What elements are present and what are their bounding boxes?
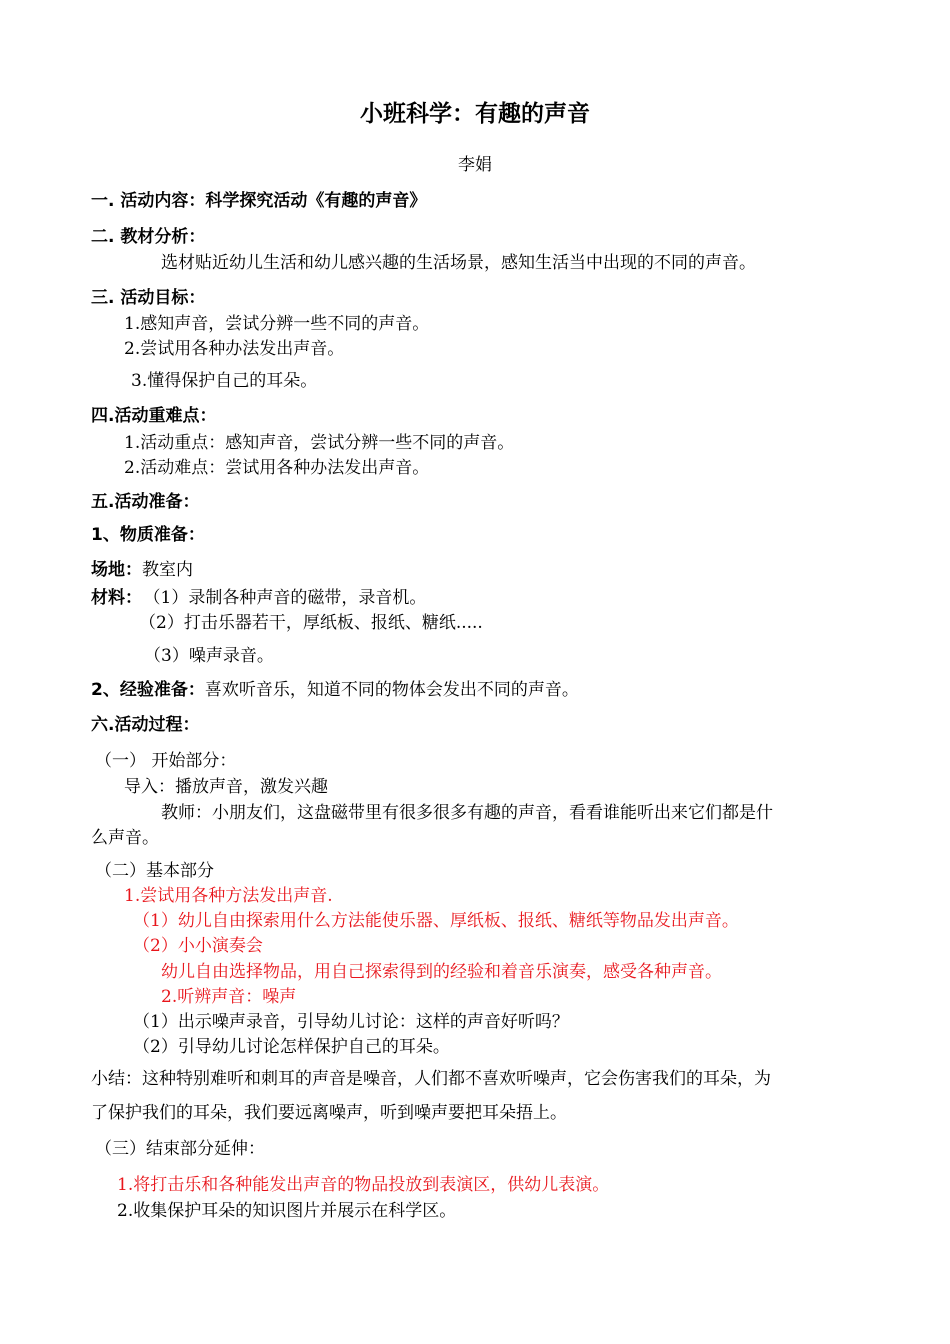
summary-line-1: 小结：这种特别难听和刺耳的声音是噪音，人们都不喜欢听噪声，它会伤害我们的耳朵，为 [91, 1069, 771, 1089]
part-3-item-1: 1.将打击乐和各种能发出声音的物品投放到表演区，供幼儿表演。 [117, 1175, 610, 1195]
venue-label: 场地： [91, 560, 142, 580]
material-item: （2）打击乐器若干，厚纸板、报纸、糖纸..... [139, 613, 483, 633]
section-2-heading: 二. 教材分析： [91, 227, 206, 247]
section-6-heading: 六.活动过程： [91, 715, 200, 735]
part-3-heading: （三）结束部分延伸： [95, 1139, 265, 1159]
part-1-teacher-line-1: 教师：小朋友们，这盘磁带里有很多很多有趣的声音，看看谁能听出来它们都是什 [161, 803, 773, 823]
experience-line [91, 679, 579, 701]
materials-line [91, 587, 426, 609]
goal-item: 3.懂得保护自己的耳朵。 [131, 371, 318, 391]
section-3-heading: 三. 活动目标： [91, 288, 206, 308]
part-2-red-5: 2.听辨声音：噪声 [161, 987, 297, 1007]
experience-value: 喜欢听音乐，知道不同的物体会发出不同的声音。 [204, 680, 579, 700]
section-4-heading: 四.活动重难点： [91, 406, 217, 426]
venue-value: 教室内 [142, 560, 193, 580]
section-1-heading: 一. 活动内容：科学探究活动《有趣的声音》 [91, 191, 427, 211]
experience-label: 2、经验准备： [91, 680, 205, 700]
part-1-teacher-line-2: 么声音。 [91, 828, 159, 848]
goal-item: 2.尝试用各种办法发出声音。 [124, 339, 345, 359]
author: 李娟 [458, 155, 492, 175]
part-2-red-4: 幼儿自由选择物品，用自己探索得到的经验和着音乐演奏，感受各种声音。 [161, 962, 722, 982]
section-5-heading: 五.活动准备： [91, 492, 200, 512]
part-2-red-3: （2）小小演奏会 [133, 936, 263, 956]
section-2-text: 选材贴近幼儿生活和幼儿感兴趣的生活场景，感知生活当中出现的不同的声音。 [161, 253, 756, 273]
goal-item: 1.感知声音，尝试分辨一些不同的声音。 [124, 314, 430, 334]
key-point-item: 2.活动难点：尝试用各种办法发出声音。 [124, 458, 430, 478]
key-point-item: 1.活动重点：感知声音，尝试分辨一些不同的声音。 [124, 433, 515, 453]
materials-label: 材料： [91, 588, 142, 608]
material-item: （1）录制各种声音的磁带，录音机。 [152, 588, 427, 608]
part-2-item-1: （1）出示噪声录音，引导幼儿讨论：这样的声音好听吗？ [133, 1012, 569, 1032]
part-2-heading: （二）基本部分 [95, 861, 214, 881]
material-item: （3）噪声录音。 [144, 646, 274, 666]
part-2-item-2: （2）引导幼儿讨论怎样保护自己的耳朵。 [133, 1037, 450, 1057]
part-2-red-1: 1.尝试用各种方法发出声音. [124, 886, 333, 906]
summary-line-2: 了保护我们的耳朵，我们要远离噪声，听到噪声要把耳朵捂上。 [91, 1103, 567, 1123]
part-1-heading: （一） 开始部分： [95, 751, 237, 771]
part-2-red-2: （1）幼儿自由探索用什么方法能使乐器、厚纸板、报纸、糖纸等物品发出声音。 [133, 911, 739, 931]
part-1-intro: 导入：播放声音，激发兴趣 [124, 777, 328, 797]
material-prep-heading: 1、物质准备： [91, 525, 205, 545]
part-3-item-2: 2.收集保护耳朵的知识图片并展示在科学区。 [117, 1201, 457, 1221]
venue-line [91, 559, 193, 581]
page-title: 小班科学：有趣的声音 [360, 101, 590, 127]
